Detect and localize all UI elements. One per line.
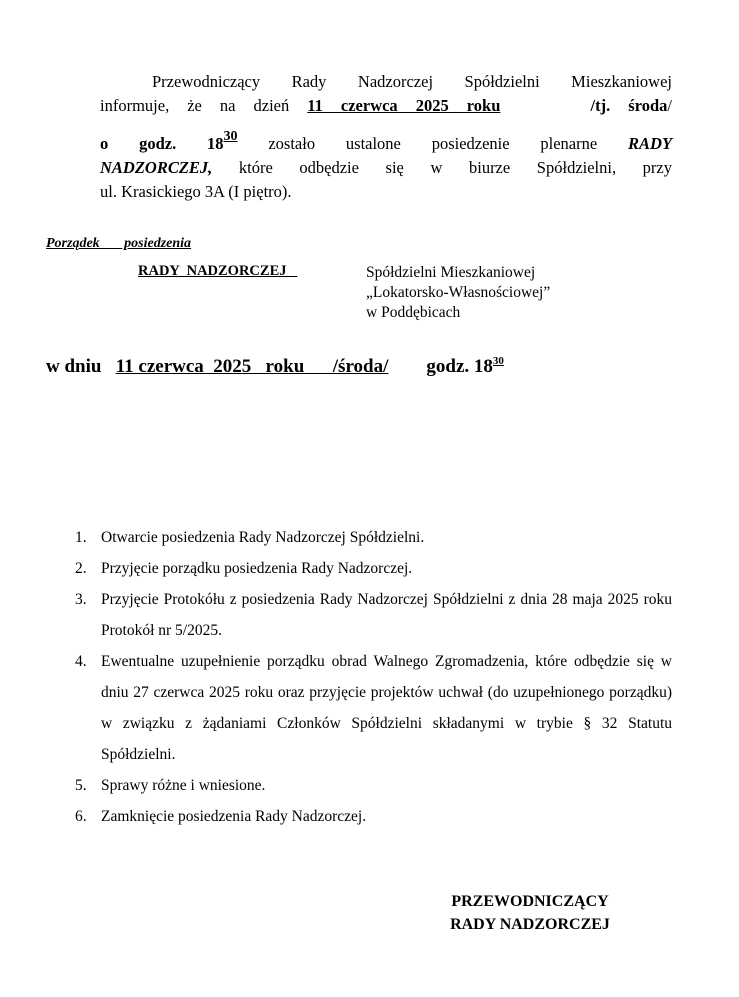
agenda-item: 1. Otwarcie posiedzenia Rady Nadzorczej Spółdzielni. <box>75 529 425 546</box>
agenda-item: 3. Przyjęcie Protokółu z posiedzenia Rady Nadzorczej Spółdzielni z dnia 28 maja 2025 roku Protokół nr 5/2025. <box>75 591 672 639</box>
cooperative-name-line-3: w Poddębicach <box>366 304 461 321</box>
intro-line-2: informuje, że na dzień 11 czerwca 2025 roku /tj. środa/ <box>100 96 672 115</box>
intro-line-5: ul. Krasickiego 3A (I piętro). <box>100 182 292 201</box>
board-title: RADY NADZORCZEJ <box>138 263 298 279</box>
meeting-date-line: w dniu 11 czerwca 2025 roku /środa/ godz. $18^{30}$ <box>46 355 504 377</box>
agenda-heading: Porządek posiedzenia <box>46 236 192 251</box>
signature-block <box>420 890 640 936</box>
meeting-day: /tj. środa <box>590 96 668 115</box>
date-line-time-sup: 30 <box>492 355 504 367</box>
agenda-list <box>70 522 672 832</box>
intro-line-3: o godz. $18^{30}$ zostało ustalone posiedzenie plenarne RADY <box>100 129 673 153</box>
agenda-item: 6. Zamknięcie posiedzenia Rady Nadzorczej. <box>75 808 367 825</box>
cooperative-name-line-1: Spółdzielni Mieszkaniowej <box>366 264 536 281</box>
agenda-item: 2. Przyjęcie porządku posiedzenia Rady Nadzorczej. <box>75 560 413 577</box>
agenda-item: 4. Ewentualne uzupełnienie porządku obrad Walnego Zgromadzenia, które odbędzie się w dniu 27 czerwca 2025 roku oraz przyjęcie projektów uchwał (do uzupełnionego porządku) w związku z żądaniami Członków Spółdzielni składanymi w trybie § 32 Statutu Spółdzielni. <box>75 653 672 763</box>
agenda-item: 5. Sprawy różne i wniesione. <box>75 777 266 794</box>
intro-paragraph <box>100 70 672 204</box>
signature-line-1: PRZEWODNICZĄCY <box>451 893 609 910</box>
cooperative-name-line-2: „Lokatorsko-Własnościowej” <box>366 284 551 301</box>
date-line-date: 11 czerwca 2025 roku /środa/ <box>115 356 389 377</box>
meeting-time-minutes: 30 <box>223 129 238 144</box>
signature-line-2: RADY NADZORCZEJ <box>450 916 610 933</box>
meeting-date: 11 czerwca 2025 roku <box>307 96 501 115</box>
intro-line-1: Przewodniczący Rady Nadzorczej Spółdzielni Mieszkaniowej <box>152 72 672 91</box>
date-line-time: godz. 18 <box>426 356 493 377</box>
intro-line-4: NADZORCZEJ, które odbędzie się w biurze Spółdzielni, przy <box>100 158 672 177</box>
cooperative-name <box>366 263 550 323</box>
